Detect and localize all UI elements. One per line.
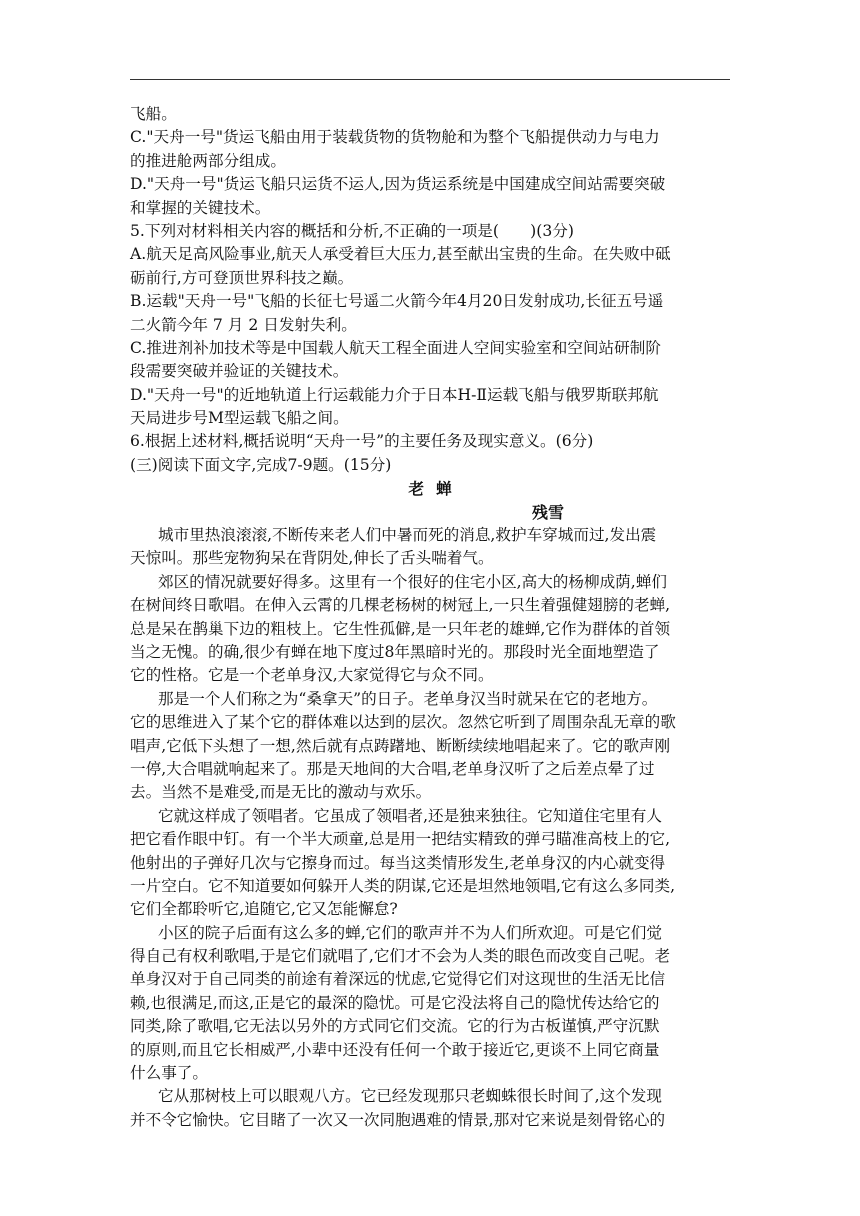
paragraph-line: 小区的院子后面有这么多的蝉,它们的歌声并不为人们所欢迎。可是它们觉 (158, 923, 662, 942)
text-line: 天局进步号M型运载飞船之间。 (130, 409, 349, 428)
paragraph-line: 单身汉对于自己同类的前途有着深远的忧虑,它觉得它们对这现世的生活无比信 (130, 970, 666, 989)
text-line: 段需要突破并验证的关键技术。 (130, 362, 349, 381)
text-line: 的推进舱两部分组成。 (130, 151, 286, 170)
paragraph-line: 一停,大合唱就响起来了。那是天地间的大合唱,老单身汉听了之后差点晕了过 (130, 759, 655, 778)
paragraph-line: 它的性格。它是一个老单身汉,大家觉得它与众不同。 (130, 666, 494, 685)
paragraph-line: 郊区的情况就要好得多。这里有一个很好的住宅小区,高大的杨柳成荫,蝉们 (158, 572, 667, 591)
paragraph-line: 那是一个人们称之为“桑拿天”的日子。老单身汉当时就呆在它的老地方。 (158, 689, 658, 708)
paragraph-line: 它从那树枝上可以眼观八方。它已经发现那只老蜘蛛很长时间了,这个发现 (158, 1087, 662, 1106)
paragraph-line: 并不令它愉快。它目睹了一次又一次同胞遇难的情景,那对它来说是刻骨铭心的 (130, 1110, 666, 1129)
option-d: D."天舟一号"的近地轨道上行运载能力介于日本H-Ⅱ运载飞船与俄罗斯联邦航 (130, 385, 659, 404)
paragraph-line: 什么事了。 (130, 1064, 208, 1083)
option-c: C.推进剂补加技术等是中国载人航天工程全面进人空间实验室和空间站研制阶 (130, 338, 661, 357)
document-body (130, 103, 730, 1132)
paragraph-line: 去。当然不是难受,而是无比的激动与欢乐。 (130, 783, 432, 802)
story-title: 老蝉 (408, 479, 464, 499)
paragraph-line: 得自己有权利歌唱,于是它们就唱了,它们才不会为人类的眼色而改变自己呢。老 (130, 947, 671, 966)
option-a: A.航天足高风险事业,航天人承受着巨大压力,甚至献出宝贵的生命。在失败中砥 (130, 245, 671, 264)
header-rule (130, 79, 730, 80)
paragraph-line: 它们全都聆听它,追随它,它又怎能懈怠? (130, 900, 398, 919)
paragraph-line: 把它看作眼中钉。有一个半大顽童,总是用一把结实精致的弹弓瞄准高枝上的它, (130, 830, 671, 849)
paragraph-line: 的原则,而且它长相威严,小辈中还没有任何一个敢于接近它,更谈不上同它商量 (130, 1040, 660, 1059)
paragraph-line: 它就这样成了领唱者。它虽成了领唱者,还是独来独往。它知道住宅里有人 (158, 806, 662, 825)
question-6: 6.根据上述材料,概括说明“天舟一号”的主要任务及现实意义。(6分) (130, 432, 594, 451)
text-line: 飞船。 (130, 105, 177, 123)
paragraph-line: 赖,也很满足,而这,正是它的最深的隐忧。可是它没法将自己的隐忧传达给它的 (130, 993, 660, 1012)
paragraph-line: 一片空白。它不知道要如何躲开人类的阴谋,它还是坦然地领唱,它有这么多同类, (130, 876, 676, 895)
paragraph-line: 天惊叫。那些宠物狗呆在背阴处,伸长了舌头喘着气。 (130, 549, 494, 568)
option-b: B.运载"天舟一号"飞船的长征七号遥二火箭今年4月20日发射成功,长征五号遥 (130, 292, 664, 311)
option-d: D."天舟一号"货运飞船只运货不运人,因为货运系统是中国建成空间站需要突破 (130, 175, 666, 194)
text-line: 二火箭今年 7 月 2 日发射失利。 (130, 315, 357, 334)
section-heading: (三)阅读下面文字,完成7-9题。(15分) (130, 455, 392, 474)
story-author: 残雪 (532, 502, 565, 522)
paragraph-line: 在树间终日歌唱。在伸入云霄的几棵老杨树的树冠上,一只生着强健翅膀的老蝉, (130, 596, 671, 615)
paragraph-line: 唱声,它低下头想了一想,然后就有点踌躇地、断断续续地唱起来了。它的歌声刚 (130, 736, 671, 755)
paragraph-line: 总是呆在鹊巢下边的粗枝上。它生性孤僻,是一只年老的雄蝉,它作为群体的首领 (130, 619, 671, 638)
paragraph-line: 当之无愧。的确,很少有蝉在地下度过8年黑暗时光的。那段时光全面地塑造了 (130, 642, 660, 661)
text-line: 和掌握的关键技术。 (130, 198, 271, 217)
paragraph-line: 它的思维进入了某个它的群体难以达到的层次。忽然它听到了周围杂乱无章的歌 (130, 713, 676, 732)
option-c: C."天舟一号"货运飞船由用于装载货物的货物舱和为整个飞船提供动力与电力 (130, 128, 660, 147)
text-line: 砺前行,方可登顶世界科技之巅。 (130, 268, 354, 287)
paragraph-line: 同类,除了歌唱,它无法以另外的方式同它们交流。它的行为古板谨慎,严守沉默 (130, 1017, 660, 1036)
question-5: 5.下列对材料相关内容的概括和分析,不正确的一项是( )(3分) (130, 221, 574, 240)
paragraph-line: 城市里热浪滚滚,不断传来老人们中暑而死的消息,救护车穿城而过,发出震 (158, 526, 657, 545)
paragraph-line: 他射出的子弹好几次与它擦身而过。每当这类情形发生,老单身汉的内心就变得 (130, 853, 666, 872)
